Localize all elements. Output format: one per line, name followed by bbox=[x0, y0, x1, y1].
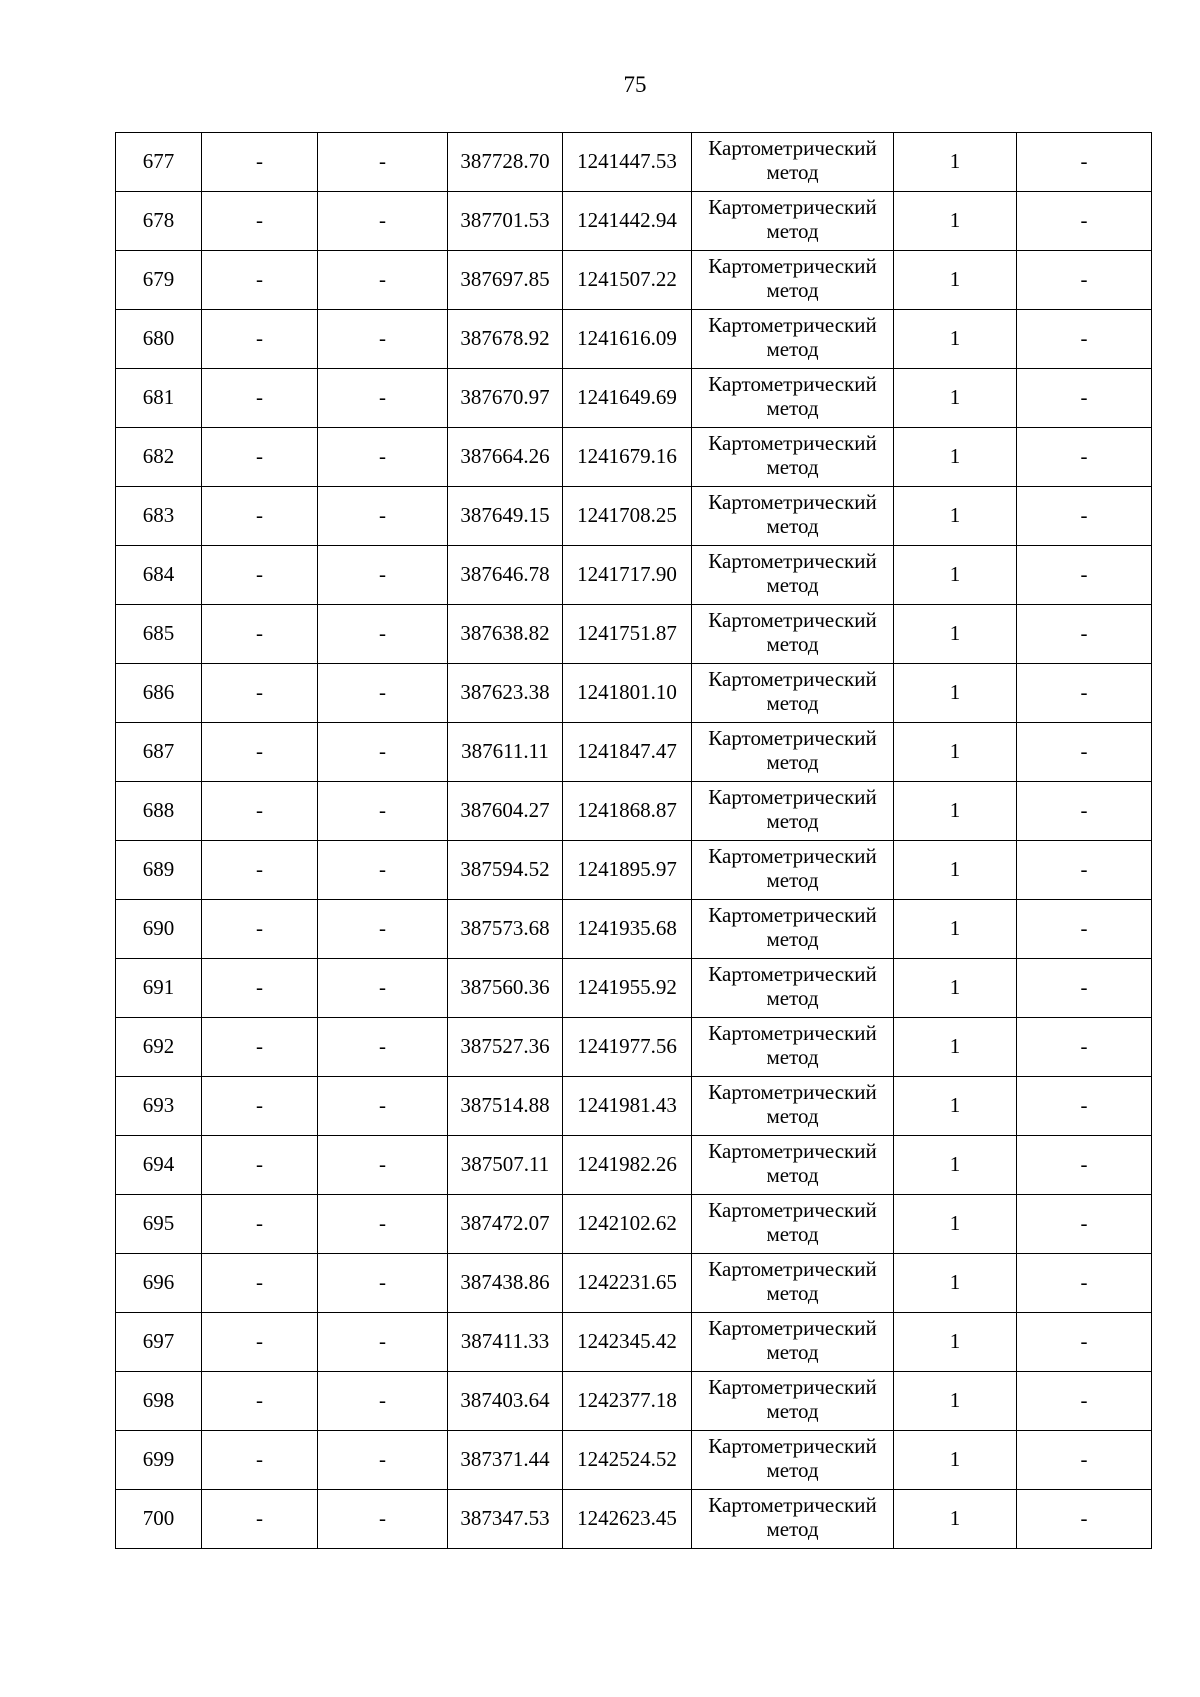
y-coordinate-cell: 1241717.90 bbox=[563, 546, 692, 605]
dash-cell: - bbox=[202, 1018, 318, 1077]
y-coordinate-cell: 1242345.42 bbox=[563, 1313, 692, 1372]
y-coordinate-cell: 1241751.87 bbox=[563, 605, 692, 664]
method-cell: Картометрический метод bbox=[692, 1018, 894, 1077]
method-cell: Картометрический метод bbox=[692, 1431, 894, 1490]
table-row bbox=[116, 1136, 1152, 1195]
accuracy-cell: 1 bbox=[894, 428, 1017, 487]
method-cell: Картометрический метод bbox=[692, 428, 894, 487]
method-cell: Картометрический метод bbox=[692, 1490, 894, 1549]
method-cell: Картометрический метод bbox=[692, 310, 894, 369]
note-cell: - bbox=[1017, 192, 1152, 251]
dash-cell: - bbox=[202, 192, 318, 251]
table-row bbox=[116, 1313, 1152, 1372]
dash-cell: - bbox=[202, 546, 318, 605]
point-number-cell: 677 bbox=[116, 133, 202, 192]
note-cell: - bbox=[1017, 664, 1152, 723]
x-coordinate-cell: 387670.97 bbox=[448, 369, 563, 428]
point-number-cell: 694 bbox=[116, 1136, 202, 1195]
note-cell: - bbox=[1017, 1195, 1152, 1254]
table-row bbox=[116, 664, 1152, 723]
y-coordinate-cell: 1241649.69 bbox=[563, 369, 692, 428]
dash-cell: - bbox=[318, 192, 448, 251]
accuracy-cell: 1 bbox=[894, 1490, 1017, 1549]
y-coordinate-cell: 1242377.18 bbox=[563, 1372, 692, 1431]
note-cell: - bbox=[1017, 251, 1152, 310]
point-number-cell: 688 bbox=[116, 782, 202, 841]
dash-cell: - bbox=[202, 841, 318, 900]
point-number-cell: 689 bbox=[116, 841, 202, 900]
x-coordinate-cell: 387594.52 bbox=[448, 841, 563, 900]
point-number-cell: 680 bbox=[116, 310, 202, 369]
coordinates-table bbox=[115, 132, 1152, 1549]
accuracy-cell: 1 bbox=[894, 782, 1017, 841]
note-cell: - bbox=[1017, 605, 1152, 664]
method-cell: Картометрический метод bbox=[692, 723, 894, 782]
y-coordinate-cell: 1241442.94 bbox=[563, 192, 692, 251]
dash-cell: - bbox=[202, 1195, 318, 1254]
table-row bbox=[116, 900, 1152, 959]
dash-cell: - bbox=[318, 900, 448, 959]
dash-cell: - bbox=[202, 605, 318, 664]
accuracy-cell: 1 bbox=[894, 1431, 1017, 1490]
accuracy-cell: 1 bbox=[894, 251, 1017, 310]
dash-cell: - bbox=[202, 1490, 318, 1549]
method-cell: Картометрический метод bbox=[692, 251, 894, 310]
x-coordinate-cell: 387560.36 bbox=[448, 959, 563, 1018]
accuracy-cell: 1 bbox=[894, 1254, 1017, 1313]
dash-cell: - bbox=[318, 428, 448, 487]
accuracy-cell: 1 bbox=[894, 1372, 1017, 1431]
point-number-cell: 695 bbox=[116, 1195, 202, 1254]
method-cell: Картометрический метод bbox=[692, 1254, 894, 1313]
method-cell: Картометрический метод bbox=[692, 782, 894, 841]
point-number-cell: 685 bbox=[116, 605, 202, 664]
method-cell: Картометрический метод bbox=[692, 369, 894, 428]
dash-cell: - bbox=[318, 1490, 448, 1549]
table-row bbox=[116, 487, 1152, 546]
note-cell: - bbox=[1017, 487, 1152, 546]
note-cell: - bbox=[1017, 900, 1152, 959]
dash-cell: - bbox=[202, 782, 318, 841]
note-cell: - bbox=[1017, 1136, 1152, 1195]
method-cell: Картометрический метод bbox=[692, 1136, 894, 1195]
method-cell: Картометрический метод bbox=[692, 546, 894, 605]
point-number-cell: 697 bbox=[116, 1313, 202, 1372]
table-row bbox=[116, 369, 1152, 428]
dash-cell: - bbox=[202, 900, 318, 959]
note-cell: - bbox=[1017, 959, 1152, 1018]
dash-cell: - bbox=[318, 664, 448, 723]
table-row bbox=[116, 192, 1152, 251]
dash-cell: - bbox=[318, 251, 448, 310]
accuracy-cell: 1 bbox=[894, 1136, 1017, 1195]
table-row bbox=[116, 1372, 1152, 1431]
table-row bbox=[116, 133, 1152, 192]
x-coordinate-cell: 387527.36 bbox=[448, 1018, 563, 1077]
method-cell: Картометрический метод bbox=[692, 1195, 894, 1254]
point-number-cell: 699 bbox=[116, 1431, 202, 1490]
point-number-cell: 692 bbox=[116, 1018, 202, 1077]
y-coordinate-cell: 1242231.65 bbox=[563, 1254, 692, 1313]
point-number-cell: 684 bbox=[116, 546, 202, 605]
dash-cell: - bbox=[318, 1431, 448, 1490]
accuracy-cell: 1 bbox=[894, 487, 1017, 546]
dash-cell: - bbox=[318, 1077, 448, 1136]
accuracy-cell: 1 bbox=[894, 1313, 1017, 1372]
method-cell: Картометрический метод bbox=[692, 192, 894, 251]
table-row bbox=[116, 310, 1152, 369]
y-coordinate-cell: 1241801.10 bbox=[563, 664, 692, 723]
note-cell: - bbox=[1017, 369, 1152, 428]
dash-cell: - bbox=[202, 251, 318, 310]
accuracy-cell: 1 bbox=[894, 959, 1017, 1018]
y-coordinate-cell: 1241977.56 bbox=[563, 1018, 692, 1077]
table-row bbox=[116, 959, 1152, 1018]
point-number-cell: 681 bbox=[116, 369, 202, 428]
note-cell: - bbox=[1017, 1077, 1152, 1136]
note-cell: - bbox=[1017, 1490, 1152, 1549]
accuracy-cell: 1 bbox=[894, 310, 1017, 369]
x-coordinate-cell: 387403.64 bbox=[448, 1372, 563, 1431]
y-coordinate-cell: 1241616.09 bbox=[563, 310, 692, 369]
method-cell: Картометрический метод bbox=[692, 841, 894, 900]
accuracy-cell: 1 bbox=[894, 664, 1017, 723]
note-cell: - bbox=[1017, 1372, 1152, 1431]
dash-cell: - bbox=[202, 1254, 318, 1313]
dash-cell: - bbox=[318, 1254, 448, 1313]
method-cell: Картометрический метод bbox=[692, 605, 894, 664]
y-coordinate-cell: 1242524.52 bbox=[563, 1431, 692, 1490]
x-coordinate-cell: 387438.86 bbox=[448, 1254, 563, 1313]
point-number-cell: 682 bbox=[116, 428, 202, 487]
x-coordinate-cell: 387371.44 bbox=[448, 1431, 563, 1490]
x-coordinate-cell: 387623.38 bbox=[448, 664, 563, 723]
accuracy-cell: 1 bbox=[894, 192, 1017, 251]
table-row bbox=[116, 428, 1152, 487]
table-row bbox=[116, 546, 1152, 605]
method-cell: Картометрический метод bbox=[692, 1372, 894, 1431]
method-cell: Картометрический метод bbox=[692, 959, 894, 1018]
point-number-cell: 679 bbox=[116, 251, 202, 310]
x-coordinate-cell: 387411.33 bbox=[448, 1313, 563, 1372]
y-coordinate-cell: 1241847.47 bbox=[563, 723, 692, 782]
dash-cell: - bbox=[202, 1313, 318, 1372]
x-coordinate-cell: 387604.27 bbox=[448, 782, 563, 841]
table-row bbox=[116, 1254, 1152, 1313]
table-row bbox=[116, 1195, 1152, 1254]
dash-cell: - bbox=[202, 959, 318, 1018]
point-number-cell: 678 bbox=[116, 192, 202, 251]
point-number-cell: 696 bbox=[116, 1254, 202, 1313]
x-coordinate-cell: 387611.11 bbox=[448, 723, 563, 782]
dash-cell: - bbox=[318, 1313, 448, 1372]
y-coordinate-cell: 1242102.62 bbox=[563, 1195, 692, 1254]
table-body bbox=[116, 133, 1152, 1549]
x-coordinate-cell: 387514.88 bbox=[448, 1077, 563, 1136]
table-row bbox=[116, 1490, 1152, 1549]
point-number-cell: 700 bbox=[116, 1490, 202, 1549]
dash-cell: - bbox=[202, 664, 318, 723]
dash-cell: - bbox=[202, 1136, 318, 1195]
note-cell: - bbox=[1017, 723, 1152, 782]
accuracy-cell: 1 bbox=[894, 841, 1017, 900]
table-row bbox=[116, 251, 1152, 310]
y-coordinate-cell: 1241935.68 bbox=[563, 900, 692, 959]
note-cell: - bbox=[1017, 428, 1152, 487]
note-cell: - bbox=[1017, 133, 1152, 192]
table-row bbox=[116, 782, 1152, 841]
dash-cell: - bbox=[202, 133, 318, 192]
y-coordinate-cell: 1241447.53 bbox=[563, 133, 692, 192]
x-coordinate-cell: 387347.53 bbox=[448, 1490, 563, 1549]
point-number-cell: 690 bbox=[116, 900, 202, 959]
dash-cell: - bbox=[318, 1372, 448, 1431]
table-row bbox=[116, 841, 1152, 900]
x-coordinate-cell: 387728.70 bbox=[448, 133, 563, 192]
table-row bbox=[116, 605, 1152, 664]
note-cell: - bbox=[1017, 841, 1152, 900]
accuracy-cell: 1 bbox=[894, 1077, 1017, 1136]
dash-cell: - bbox=[318, 133, 448, 192]
point-number-cell: 691 bbox=[116, 959, 202, 1018]
dash-cell: - bbox=[318, 310, 448, 369]
point-number-cell: 683 bbox=[116, 487, 202, 546]
accuracy-cell: 1 bbox=[894, 546, 1017, 605]
dash-cell: - bbox=[318, 1018, 448, 1077]
y-coordinate-cell: 1242623.45 bbox=[563, 1490, 692, 1549]
y-coordinate-cell: 1241982.26 bbox=[563, 1136, 692, 1195]
table-row bbox=[116, 1018, 1152, 1077]
y-coordinate-cell: 1241507.22 bbox=[563, 251, 692, 310]
dash-cell: - bbox=[318, 782, 448, 841]
dash-cell: - bbox=[202, 310, 318, 369]
y-coordinate-cell: 1241708.25 bbox=[563, 487, 692, 546]
table-row bbox=[116, 1077, 1152, 1136]
dash-cell: - bbox=[318, 487, 448, 546]
dash-cell: - bbox=[202, 1431, 318, 1490]
table-row bbox=[116, 1431, 1152, 1490]
dash-cell: - bbox=[202, 1372, 318, 1431]
note-cell: - bbox=[1017, 782, 1152, 841]
accuracy-cell: 1 bbox=[894, 900, 1017, 959]
method-cell: Картометрический метод bbox=[692, 664, 894, 723]
accuracy-cell: 1 bbox=[894, 605, 1017, 664]
dash-cell: - bbox=[318, 723, 448, 782]
dash-cell: - bbox=[318, 841, 448, 900]
x-coordinate-cell: 387638.82 bbox=[448, 605, 563, 664]
x-coordinate-cell: 387646.78 bbox=[448, 546, 563, 605]
method-cell: Картометрический метод bbox=[692, 1313, 894, 1372]
point-number-cell: 687 bbox=[116, 723, 202, 782]
method-cell: Картометрический метод bbox=[692, 1077, 894, 1136]
dash-cell: - bbox=[318, 1136, 448, 1195]
dash-cell: - bbox=[318, 369, 448, 428]
x-coordinate-cell: 387697.85 bbox=[448, 251, 563, 310]
note-cell: - bbox=[1017, 1431, 1152, 1490]
method-cell: Картометрический метод bbox=[692, 133, 894, 192]
x-coordinate-cell: 387678.92 bbox=[448, 310, 563, 369]
method-cell: Картометрический метод bbox=[692, 900, 894, 959]
dash-cell: - bbox=[202, 428, 318, 487]
note-cell: - bbox=[1017, 1313, 1152, 1372]
x-coordinate-cell: 387472.07 bbox=[448, 1195, 563, 1254]
dash-cell: - bbox=[202, 369, 318, 428]
note-cell: - bbox=[1017, 546, 1152, 605]
dash-cell: - bbox=[318, 959, 448, 1018]
y-coordinate-cell: 1241955.92 bbox=[563, 959, 692, 1018]
point-number-cell: 693 bbox=[116, 1077, 202, 1136]
x-coordinate-cell: 387573.68 bbox=[448, 900, 563, 959]
note-cell: - bbox=[1017, 310, 1152, 369]
x-coordinate-cell: 387664.26 bbox=[448, 428, 563, 487]
accuracy-cell: 1 bbox=[894, 1018, 1017, 1077]
point-number-cell: 686 bbox=[116, 664, 202, 723]
dash-cell: - bbox=[318, 605, 448, 664]
dash-cell: - bbox=[202, 487, 318, 546]
x-coordinate-cell: 387649.15 bbox=[448, 487, 563, 546]
dash-cell: - bbox=[202, 1077, 318, 1136]
note-cell: - bbox=[1017, 1018, 1152, 1077]
y-coordinate-cell: 1241868.87 bbox=[563, 782, 692, 841]
x-coordinate-cell: 387507.11 bbox=[448, 1136, 563, 1195]
accuracy-cell: 1 bbox=[894, 723, 1017, 782]
y-coordinate-cell: 1241981.43 bbox=[563, 1077, 692, 1136]
table-row bbox=[116, 723, 1152, 782]
point-number-cell: 698 bbox=[116, 1372, 202, 1431]
accuracy-cell: 1 bbox=[894, 133, 1017, 192]
y-coordinate-cell: 1241895.97 bbox=[563, 841, 692, 900]
note-cell: - bbox=[1017, 1254, 1152, 1313]
dash-cell: - bbox=[318, 1195, 448, 1254]
y-coordinate-cell: 1241679.16 bbox=[563, 428, 692, 487]
method-cell: Картометрический метод bbox=[692, 487, 894, 546]
accuracy-cell: 1 bbox=[894, 369, 1017, 428]
page-number: 75 bbox=[623, 72, 647, 97]
accuracy-cell: 1 bbox=[894, 1195, 1017, 1254]
dash-cell: - bbox=[202, 723, 318, 782]
x-coordinate-cell: 387701.53 bbox=[448, 192, 563, 251]
dash-cell: - bbox=[318, 546, 448, 605]
